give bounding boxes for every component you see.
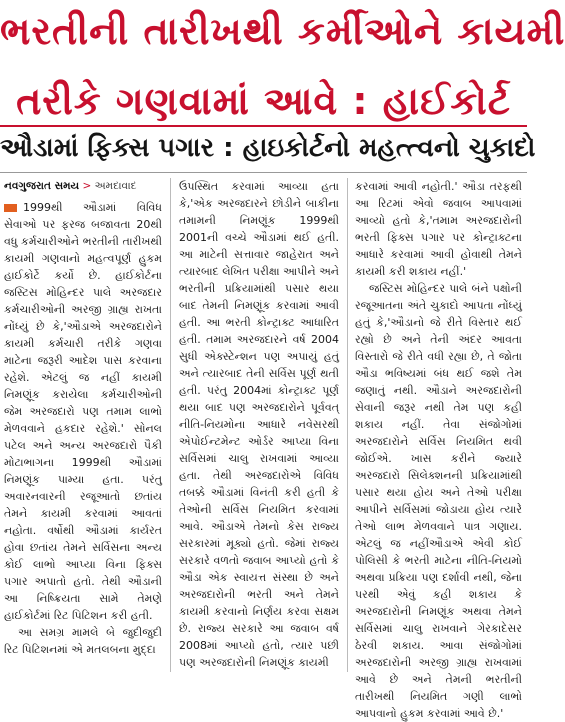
column-divider	[170, 178, 171, 672]
byline	[4, 178, 162, 195]
article-column-2	[179, 178, 339, 672]
article-column-1	[4, 178, 162, 672]
paragraph-3-text: જસ્ટિસ મોહિન્દર પાલે બંને પક્ષોની રજૂઆતના અંતે ચુકાદો આપતા નોંધ્યું હતું કે,'ઔડાનો જે રીતે વિસ્તાર થઈ રહ્યો છે અને તેની અંદર આવતા વિસ્તારો જે રીતે વધી રહ્યા છે, તે જોતા ઔડા ભવિષ્યમાં બંધ થઈ જશે તેમ જણાતું નથી. ઔડાને અરજદારોની સેવાની જરૂર નથી તેમ પણ કહી શકાય નહીં. તેવા સંજોગોમાં અરજદારોને સર્વિસ નિયમિત થવી જોઈએ. ખાસ કરીને જ્યારે અરજદારો સિલેક્શનની પ્રક્રિયામાંથી પસાર થયા હોય અને તેઓ પરીક્ષા આપીને સર્વિસમાં જોડાયા હોય ત્યારે તેઓ લાભ મેળવવાને પાત્ર ગણાય. એટલું જ નહીંઔડાએ એવી કોઈ પોલિસી કે ભરતી માટેના નીતિ-નિયમો અથવા પ્રક્રિયા પણ દર્શાવી નથી, જેના પરથી એવું કહી શકાય કે અરજદારોની નિમણૂંક અથવા તેમને સર્વિસમાં ચાલુ રાખવાને ગેરકાદેસર ઠેરવી શકાય. આવા સંજોગોમાં અરજદારોની અરજી ગ્રાહ્ય રાખવામાં આવે છે અને તેમની ભરતીની તારીખથી નિયમિત ગણી લાભો આપવાનો હુકમ કરવામાં આવે છે.'	[355, 282, 522, 720]
headline-divider	[0, 125, 527, 127]
paragraph-2-continued: ઉપસ્થિત કરવામાં આવ્યા હતા કે,'એક અરજદારને છોડીને બાકીના તમામની નિમણૂંક 1999થી 2001ની વચ્ચે ઔડામાં થઈ હતી. આ માટેની સત્તાવાર જાહેરાત અને ત્યારબાદ લેખિત પરીક્ષા આપીને અને ભરતીની પ્રક્રિયામાંથી પસાર થયા બાદ તેમની નિમણૂંક કરવામાં આવી હતી. આ ભરતી કોન્ટ્રાક્ટ આધારિત હતી. તમામ અરજદારને વર્ષ 2004 સુધી એક્સ્ટેન્શન પણ અપાયું હતું અને ત્યારબાદ તેની સર્વિસ પૂર્ણ થતી હતી. પરંતુ 2004માં કોન્ટ્રાક્ટ પૂર્ણ થયા બાદ પણ અરજદારોને પૂર્વવત્ નીતિ-નિયમોના આધારે નવેસરથી એપોઈન્ટમેન્ટ ઓર્ડર આપ્યા વિના સર્વિસમાં ચાલુ રાખવામાં આવ્યા હતા. તેથી અરજદારોએ વિવિધ તબક્કે ઔડામાં વિનંતી કરી હતી કે તેઓની સર્વિસ નિયમિત કરવામાં આવે. ઔડાએ તેમનો કેસ રાજ્ય સરકારમાં મૂક્યો હતો. જેમાં રાજ્ય સરકારે વળતો જવાબ આપ્યો હતો કે ઔડા એક સ્વાયત્ત સંસ્થા છે અને અરજદારોની ભરતી અને તેમને કાયમી કરવાનો નિર્ણય કરવા સક્ષમ છે. રાજ્ય સરકારે આ જવાબ વર્ષ 2008માં આપ્યો હતો, ત્યાર પછી પણ અરજદારોની નિમણૂંક કાયમી	[179, 180, 339, 669]
column-divider	[347, 178, 348, 672]
paragraph-1-text: 1999થી ઔડામાં વિવિધ સેવાઓ પર ફરજ બજાવતા 20થી વધુ કર્મચારીઓને ભરતીની તારીખથી કાયમી ગણવાનો મહત્વપૂર્ણ હુકમ હાઈકોર્ટે કર્યો છે. હાઈકોર્ટના જસ્ટિસ મોહિન્દર પાલે અરજદાર કર્મચારીઓની અરજી ગ્રાહ્ય રાખતા નોંધ્યું છે કે,'ઔડાએ અરજદારોને કાયમી કર્મચારી તરીકે ગણવા માટેના જરૂરી આદેશ પાસ કરવાના રહેશે. એટલું જ નહીં કાયમી નિમણૂંક કરાયેલા કર્મચારીઓની જેમ અરજદારો પણ તમામ લાભો મેળવવાને હકદાર રહેશે.' સોનલ પટેલ અને અન્ય અરજદારો પૈકી મોટાભાગના 1999થી ઔડામાં નિમણૂંક પામ્યા હતા. પરંતુ અવારનવારની રજૂઆતો છતાંય તેમને કાયમી કરવામાં આવતાં નહોતા. વર્ષોથી ઔડામાં કાર્યરત હોવા છતાંય તેમને સર્વિસના અન્ય કોઈ લાભો આપ્યા વિના ફિક્સ પગાર અપાતો હતો. તેથી ઔડાની આ નિષ્ક્રિયતા સામે તેમણે હાઈકોર્ટમાં રિટ પિટિશન કરી હતી.	[4, 201, 162, 622]
headline-line-1: ભરતીની તારીખથી કર્મીઓને કાયમી	[0, 9, 565, 53]
paragraph-2-end: કરવામાં આવી નહોતી.' ઔડા તરફથી આ રિટમાં એવો જવાબ આપવામાં આવ્યો હતો કે,'તમામ અરજદારોની ભરતી ફિક્સ પગાર પર કોન્ટ્રાક્ટના આધારે કરવામાં આવી હોવાથી તેમને કાયમી કરી શકાય નહીં.'	[355, 180, 522, 278]
paragraph-2-text: આ સમગ્ર મામલે બે જુદીજુદી રિટ પિટિશનમાં એ મતલબના મુદ્દા	[4, 626, 162, 656]
byline-place: અમદાવાદ	[94, 180, 137, 192]
byline-separator: >	[82, 180, 92, 192]
article-paragraph	[4, 199, 162, 624]
subheadline: ઔડામાં ફિક્સ પગાર : હાઇકોર્ટનો મહત્ત્વનો ચુકાદો	[0, 133, 536, 163]
article-column-3	[355, 178, 522, 720]
subheadline-divider	[0, 172, 527, 173]
headline-line-2: તરીકે ગણવામાં આવે : હાઈકોર્ટ	[16, 79, 511, 123]
section-marker-icon	[4, 204, 17, 212]
byline-source: નવગુજરાત સમય	[4, 180, 80, 192]
